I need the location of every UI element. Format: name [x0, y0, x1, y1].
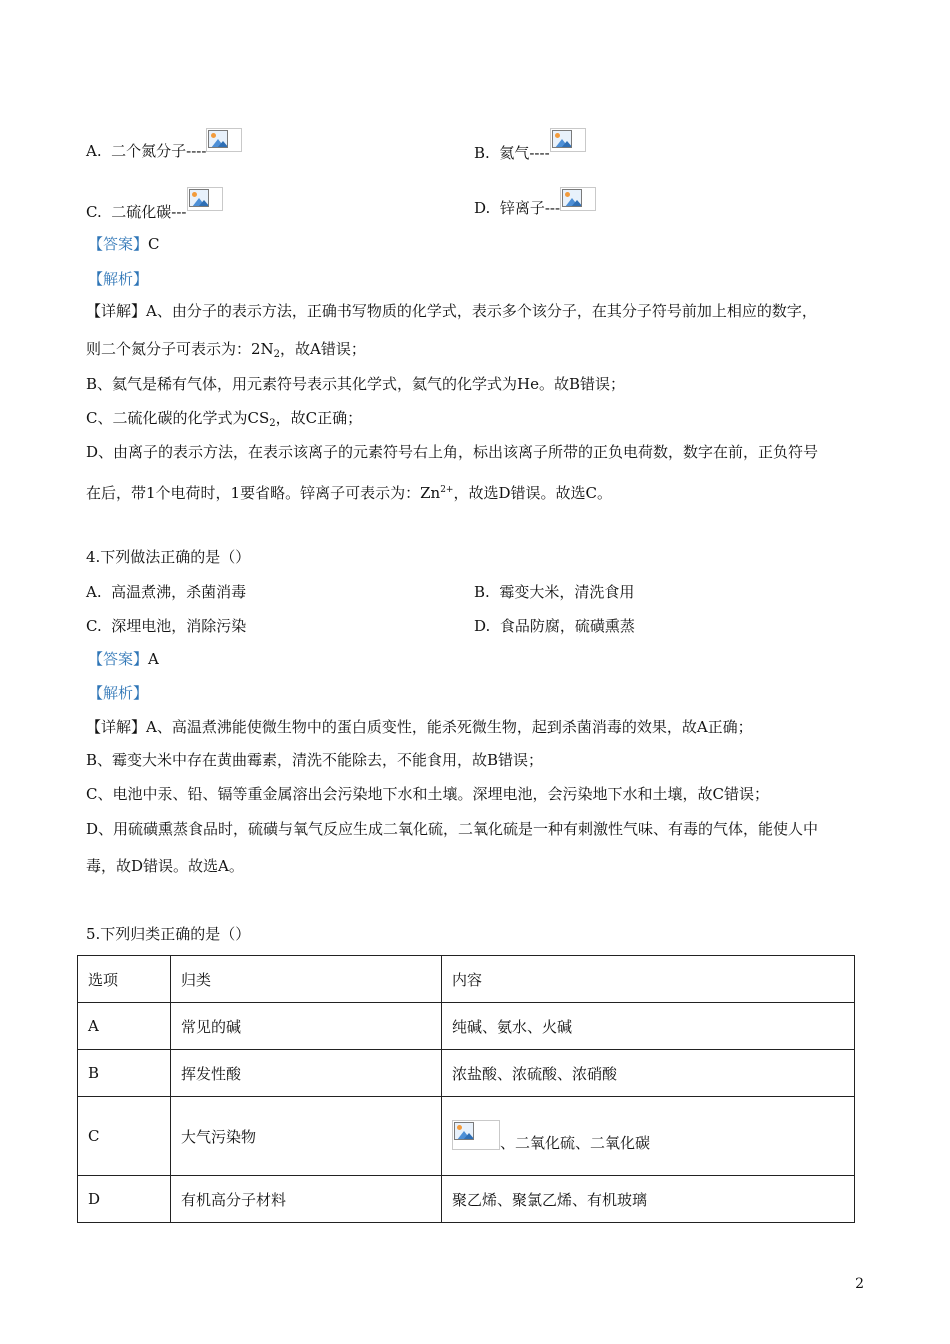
- broken-image-icon: [560, 187, 596, 211]
- q3-detail-line-6: 在后，带1个电荷时，1要省略。锌离子可表示为：$Zn^{2+}$，故选D错误。故选C。: [86, 484, 612, 502]
- table-cell: 浓盐酸、浓硫酸、浓硝酸: [442, 1050, 855, 1097]
- table-cell: 大气污染物: [171, 1097, 442, 1176]
- q4-option-b: B. 霉变大米，清洗食用: [474, 583, 635, 601]
- q3-detail-line-3: B、氦气是稀有气体，用元素符号表示其化学式，氦气的化学式为He。故B错误；: [86, 375, 626, 393]
- table-row: [78, 1050, 855, 1097]
- table-cell: B: [78, 1050, 171, 1097]
- table-cell: C: [78, 1097, 171, 1176]
- q3-analysis-label: 【解析】: [88, 270, 149, 288]
- q3-detail-line-4: C、二硫化碳的化学式为$CS_2$，故C正确；: [86, 409, 363, 429]
- q4-detail-line-1: 【详解】A、高温煮沸能使微生物中的蛋白质变性，能杀死微生物，起到杀菌消毒的效果，故A正确；: [86, 718, 753, 736]
- broken-image-icon: [550, 128, 586, 152]
- q4-stem: 4.下列做法正确的是（）: [86, 548, 251, 566]
- q3-detail-line-2: 则二个氮分子可表示为：$2N_2$，故A错误；: [86, 340, 366, 360]
- q4-option-d: D. 食品防腐，硫磺熏蒸: [474, 617, 635, 635]
- page-number: 2: [855, 1276, 864, 1292]
- table-cell: 聚乙烯、聚氯乙烯、有机玻璃: [442, 1176, 855, 1223]
- q3-option-c: C. 二硫化碳---: [86, 187, 223, 222]
- table-row: [78, 1176, 855, 1223]
- q3-option-b: B. 氦气----: [474, 128, 586, 163]
- q4-option-a: A. 高温煮沸，杀菌消毒: [86, 583, 247, 601]
- table-cell: 常见的碱: [171, 1003, 442, 1050]
- table-header-cell: 选项: [78, 956, 171, 1003]
- broken-image-icon: [452, 1120, 500, 1150]
- q4-detail-line-5: 毒，故D错误。故选A。: [86, 857, 244, 875]
- table-cell: 有机高分子材料: [171, 1176, 442, 1223]
- table-header-cell: 归类: [171, 956, 442, 1003]
- q4-detail-line-2: B、霉变大米中存在黄曲霉素，清洗不能除去，不能食用，故B错误；: [86, 751, 544, 769]
- q3-answer: 【答案】C: [88, 235, 160, 253]
- table-row: [78, 1003, 855, 1050]
- q3-option-d: D. 锌离子---: [474, 187, 596, 218]
- table-cell: 、二氧化硫、二氧化碳: [442, 1097, 855, 1176]
- q3-option-a: A. 二个氮分子----: [86, 128, 242, 161]
- q4-option-c: C. 深埋电池，消除污染: [86, 617, 247, 635]
- q4-detail-line-4: D、用硫磺熏蒸食品时，硫磺与氧气反应生成二氧化硫，二氧化硫是一种有刺激性气味、有毒的气体，能使人中: [86, 820, 819, 838]
- table-cell: D: [78, 1176, 171, 1223]
- q4-detail-line-3: C、电池中汞、铅、镉等重金属溶出会污染地下水和土壤。深埋电池，会污染地下水和土壤，故C错误；: [86, 785, 769, 803]
- q5-classification-table: [77, 955, 855, 1223]
- broken-image-icon: [206, 128, 242, 152]
- table-row: [78, 1097, 855, 1176]
- q3-detail-line-1: 【详解】A、由分子的表示方法，正确书写物质的化学式，表示多个该分子，在其分子符号前加上相应的数字，: [86, 302, 817, 320]
- q3-detail-line-5: D、由离子的表示方法，在表示该离子的元素符号右上角，标出该离子所带的正负电荷数，数字在前，正负符号: [86, 443, 819, 461]
- q4-answer: 【答案】A: [88, 650, 159, 668]
- broken-image-icon: [187, 187, 223, 211]
- q4-analysis-label: 【解析】: [88, 684, 149, 702]
- table-header-cell: 内容: [442, 956, 855, 1003]
- table-cell: 挥发性酸: [171, 1050, 442, 1097]
- table-cell: 纯碱、氨水、火碱: [442, 1003, 855, 1050]
- table-cell: A: [78, 1003, 171, 1050]
- q5-stem: 5.下列归类正确的是（）: [86, 925, 251, 943]
- table-header-row: [78, 956, 855, 1003]
